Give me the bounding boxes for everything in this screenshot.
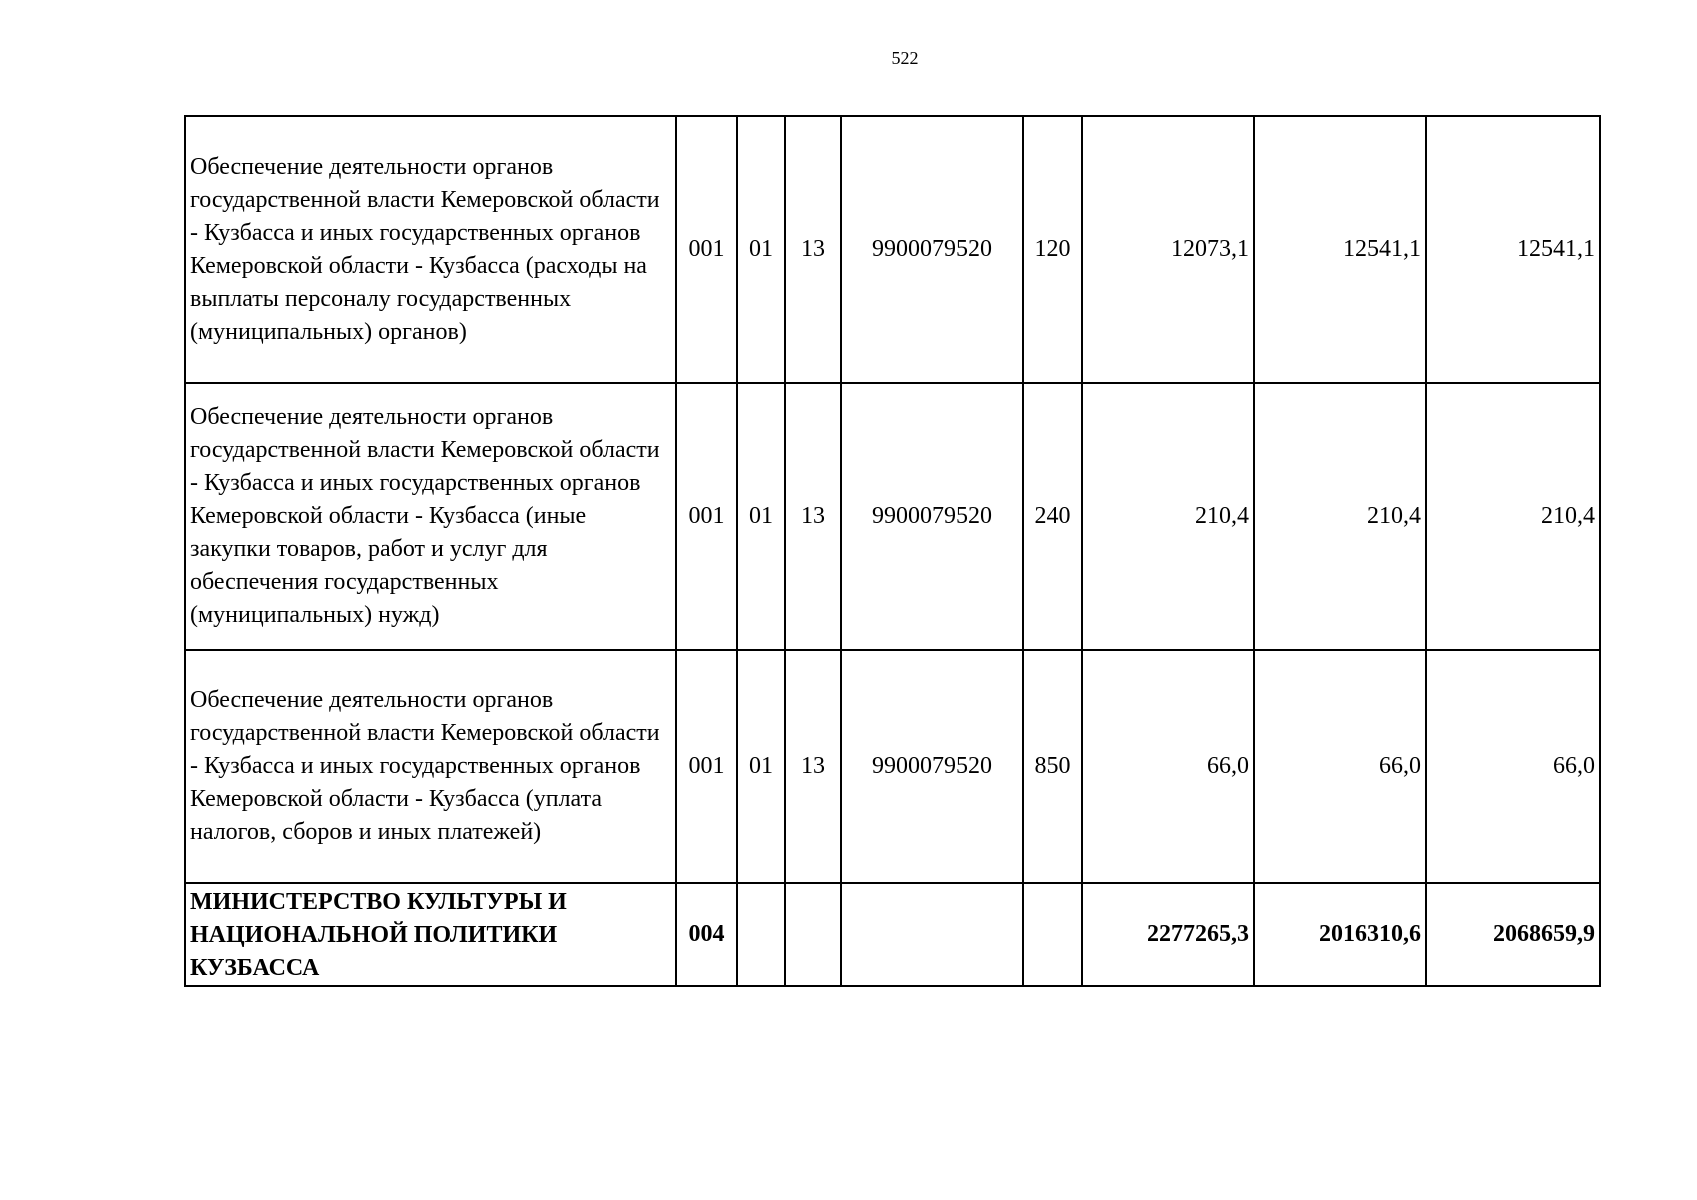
budget-table — [184, 115, 1601, 987]
ministry-code-cell: 001 — [676, 383, 737, 650]
target-article-cell: 9900079520 — [841, 116, 1023, 383]
amount-year3-cell: 12541,1 — [1426, 116, 1600, 383]
expense-type-cell — [1023, 883, 1082, 986]
target-article-cell: 9900079520 — [841, 650, 1023, 883]
subsection-code-cell — [785, 883, 841, 986]
amount-year3-cell: 210,4 — [1426, 383, 1600, 650]
ministry-code-cell: 001 — [676, 650, 737, 883]
expense-type-cell: 240 — [1023, 383, 1082, 650]
amount-year1-cell: 2277265,3 — [1082, 883, 1254, 986]
table-row-ministry-total — [185, 883, 1600, 986]
ministry-name-cell: МИНИСТЕРСТВО КУЛЬТУРЫ И НАЦИОНАЛЬНОЙ ПОЛИТИКИ КУЗБАССА — [185, 883, 676, 986]
amount-year1-cell: 66,0 — [1082, 650, 1254, 883]
amount-year2-cell: 66,0 — [1254, 650, 1426, 883]
amount-year2-cell: 2016310,6 — [1254, 883, 1426, 986]
ministry-code-cell: 001 — [676, 116, 737, 383]
section-code-cell: 01 — [737, 650, 785, 883]
subsection-code-cell: 13 — [785, 116, 841, 383]
expense-type-cell: 120 — [1023, 116, 1082, 383]
table-row — [185, 383, 1600, 650]
target-article-cell: 9900079520 — [841, 383, 1023, 650]
subsection-code-cell: 13 — [785, 383, 841, 650]
expense-name-cell: Обеспечение деятельности органов государственной власти Кемеровской области - Кузбасса и иных государственных органов Кемеровской области - Кузбасса (иные закупки товаров, работ и услуг для обеспечения государственных (муниципальных) нужд) — [185, 383, 676, 650]
page-number: 522 — [891, 48, 919, 68]
table-row — [185, 116, 1600, 383]
amount-year2-cell: 12541,1 — [1254, 116, 1426, 383]
section-code-cell: 01 — [737, 383, 785, 650]
table-row — [185, 650, 1600, 883]
expense-name-cell: Обеспечение деятельности органов государственной власти Кемеровской области - Кузбасса и иных государственных органов Кемеровской области - Кузбасса (расходы на выплаты персоналу государственных (муниципальных) органов) — [185, 116, 676, 383]
section-code-cell — [737, 883, 785, 986]
expense-name-cell: Обеспечение деятельности органов государственной власти Кемеровской области - Кузбасса и иных государственных органов Кемеровской области - Кузбасса (уплата налогов, сборов и иных платежей) — [185, 650, 676, 883]
amount-year3-cell: 2068659,9 — [1426, 883, 1600, 986]
expense-type-cell: 850 — [1023, 650, 1082, 883]
amount-year1-cell: 12073,1 — [1082, 116, 1254, 383]
ministry-code-cell: 004 — [676, 883, 737, 986]
subsection-code-cell: 13 — [785, 650, 841, 883]
section-code-cell: 01 — [737, 116, 785, 383]
amount-year2-cell: 210,4 — [1254, 383, 1426, 650]
target-article-cell — [841, 883, 1023, 986]
amount-year1-cell: 210,4 — [1082, 383, 1254, 650]
amount-year3-cell: 66,0 — [1426, 650, 1600, 883]
